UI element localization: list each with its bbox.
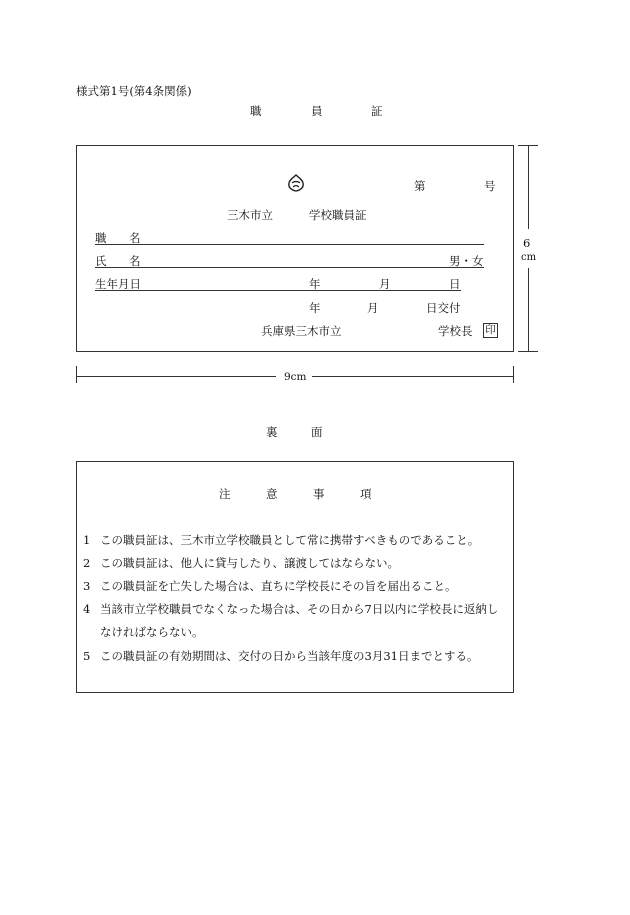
back-title-char-2: 面 xyxy=(311,425,323,439)
principal-label: 学校長 xyxy=(438,324,473,338)
name-underline xyxy=(95,267,484,268)
note-4-number: 4 xyxy=(83,602,91,616)
city-emblem-icon xyxy=(287,174,305,192)
notes-title-4: 項 xyxy=(360,487,372,501)
birth-year: 年 xyxy=(309,277,321,291)
card-name: 学校職員証 xyxy=(309,208,367,222)
issuer: 兵庫県三木市立 xyxy=(261,324,342,338)
height-dim-bottom-tick xyxy=(518,351,538,352)
birthdate-underline xyxy=(95,290,461,291)
note-1-text: この職員証は、三木市立学校職員として常に携帯すべきものであること。 xyxy=(100,533,480,547)
municipality-label: 三木市立 xyxy=(227,208,273,222)
notes-title-2: 意 xyxy=(266,487,278,501)
notes-title-1: 注 xyxy=(219,487,231,501)
back-title-char-1: 裏 xyxy=(266,425,278,439)
birthdate-label: 生年月日 xyxy=(95,277,141,291)
birth-month: 月 xyxy=(379,277,391,291)
note-3-number: 3 xyxy=(83,579,91,593)
note-1-number: 1 xyxy=(83,533,91,547)
position-label-2: 名 xyxy=(129,231,141,245)
birth-day: 日 xyxy=(449,277,461,291)
note-4-continuation: なければならない。 xyxy=(100,625,204,639)
note-2-text: この職員証は、他人に貸与したり、譲渡してはならない。 xyxy=(100,556,399,570)
note-2-number: 2 xyxy=(83,556,91,570)
width-dim-left-tick xyxy=(76,366,77,383)
width-dim-line-right xyxy=(312,376,513,377)
number-label-go: 号 xyxy=(484,179,496,193)
position-label-1: 職 xyxy=(95,231,107,245)
title-char-2: 員 xyxy=(311,104,323,118)
title-char-3: 証 xyxy=(371,104,383,118)
width-dim-right-tick xyxy=(513,366,514,383)
note-4-text: 当該市立学校職員でなくなった場合は、その日から7日以内に学校長に返納し xyxy=(100,602,499,616)
height-dim-line-lower xyxy=(528,268,529,351)
width-dim-label: 9cm xyxy=(284,371,307,383)
issue-year: 年 xyxy=(309,301,321,315)
issue-day: 日交付 xyxy=(426,301,461,315)
note-3-text: この職員証を亡失した場合は、直ちに学校長にその旨を届出ること。 xyxy=(100,579,457,593)
name-label-1: 氏 xyxy=(95,254,107,268)
name-label-2: 名 xyxy=(129,254,141,268)
form-number: 様式第1号(第4条関係) xyxy=(76,84,192,98)
position-underline xyxy=(95,244,484,245)
height-dim-value: 6 xyxy=(523,236,531,250)
number-label-dai: 第 xyxy=(414,179,426,193)
height-dim-line-upper xyxy=(528,145,529,229)
sex-options: 男・女 xyxy=(449,254,484,268)
height-dim-unit: cm xyxy=(521,252,537,263)
notes-title-3: 事 xyxy=(313,487,325,501)
note-5-text: この職員証の有効期間は、交付の日から当該年度の3月31日までとする。 xyxy=(100,649,479,663)
note-5-number: 5 xyxy=(83,649,91,663)
title-char-1: 職 xyxy=(250,104,262,118)
width-dim-line-left xyxy=(76,376,276,377)
issue-month: 月 xyxy=(367,301,379,315)
seal-mark: 印 xyxy=(483,323,498,338)
